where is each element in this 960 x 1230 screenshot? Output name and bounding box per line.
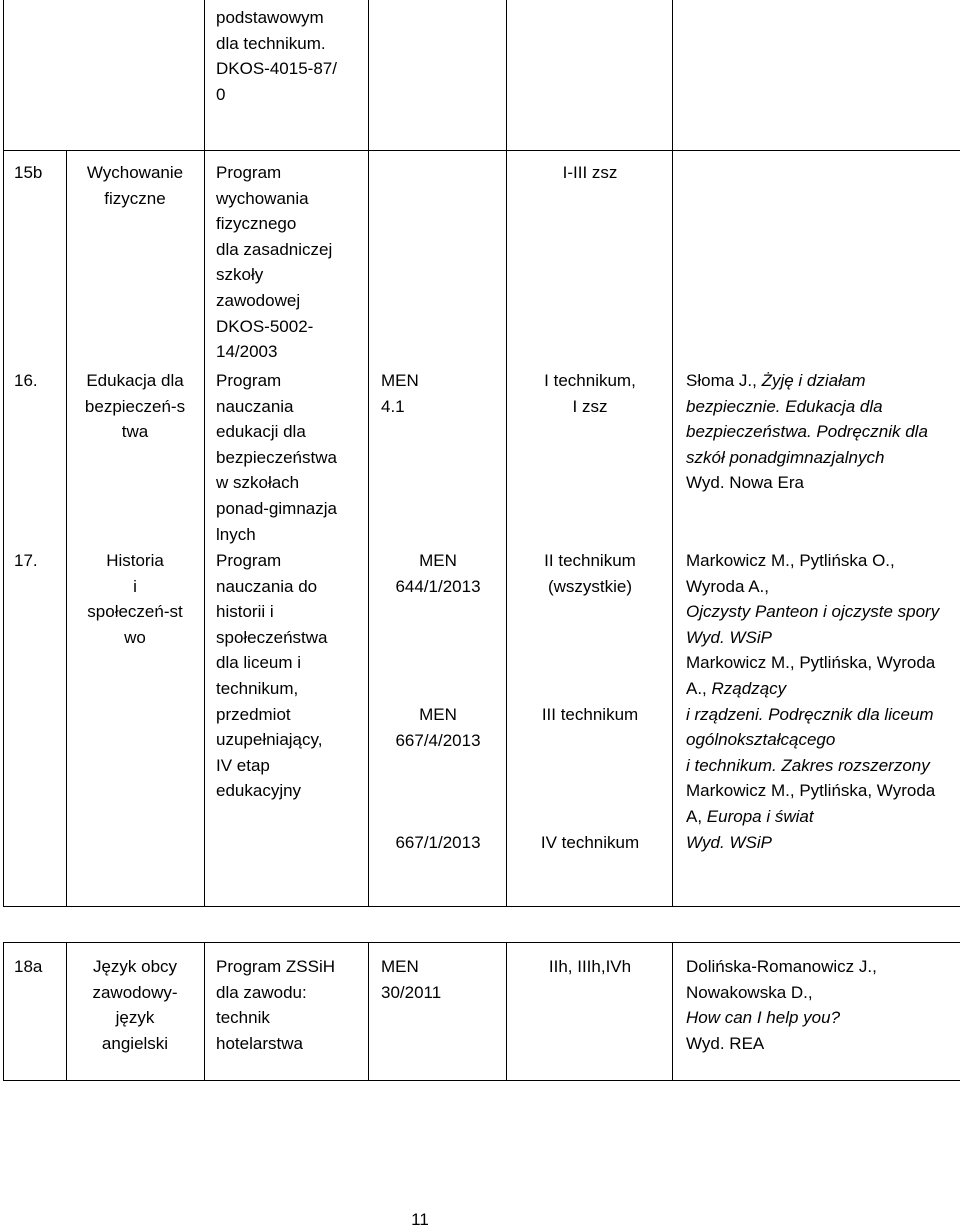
row-number: 16. <box>14 371 38 390</box>
text-line: (wszystkie) <box>547 576 633 596</box>
table-border <box>3 0 4 906</box>
text-line: wychowania <box>216 188 309 208</box>
text-line: podstawowym <box>216 8 324 27</box>
text-line: DKOS-4015-87/ <box>216 59 337 79</box>
text-line: Dolińska-Romanowicz J., <box>686 957 877 976</box>
text-line: i <box>133 576 137 596</box>
text-line: Wyd. REA <box>686 1033 765 1053</box>
table-border <box>368 0 369 906</box>
classes-cell: IIh, IIIh,IVh <box>548 957 632 976</box>
text-line: fizycznego <box>216 214 297 234</box>
text-line: dla zasadniczej <box>216 239 333 259</box>
text-line: uzupełniający, <box>216 730 323 750</box>
text-line: Nowakowska D., <box>686 982 813 1002</box>
title-text: Rządzący <box>711 678 787 698</box>
text-line: szkół ponadgimnazjalnych <box>686 447 885 467</box>
page-number: 11 <box>411 1210 429 1229</box>
title-text: Europa i świat <box>706 806 814 826</box>
text-line: 667/4/2013 <box>395 730 481 750</box>
text-line: fizyczne <box>104 188 166 208</box>
text-line: Program <box>216 551 282 570</box>
subject-cell <box>68 368 202 445</box>
text-line: Wyd. WSiP <box>686 832 772 852</box>
text-line: dla technikum. <box>216 33 326 53</box>
table-border <box>3 942 4 1080</box>
text-line: 14/2003 <box>216 342 278 362</box>
men-number-cell <box>381 954 441 1005</box>
text-line <box>686 368 960 394</box>
table-border <box>66 150 67 906</box>
text-line: bezpieczeń-s <box>84 396 186 416</box>
men-number-cell: 667/1/2013 <box>395 833 481 852</box>
author-text: Słoma J., <box>686 371 762 390</box>
men-number-cell <box>381 368 419 419</box>
author-text: A, <box>686 806 707 826</box>
subject-cell <box>68 160 202 211</box>
table-border <box>672 0 673 906</box>
program-cell <box>216 954 335 1056</box>
text-line: ogólnokształcącego <box>686 730 836 750</box>
text-line: MEN <box>419 705 457 724</box>
text-line: MEN <box>381 957 419 976</box>
row-number: 15b <box>14 163 43 182</box>
text-line: technikum, <box>216 678 299 698</box>
table-border <box>3 906 960 907</box>
text-line: przedmiot <box>216 704 291 724</box>
text-line: 4.1 <box>381 396 405 416</box>
table-border <box>204 0 205 906</box>
table-border <box>3 150 960 151</box>
text-line: edukacyjny <box>216 781 302 801</box>
text-line: wo <box>124 627 146 647</box>
classes-cell <box>508 548 672 599</box>
text-line: bezpieczeństwa <box>216 447 337 467</box>
text-line: i rządzeni. Podręcznik dla liceum <box>686 704 934 724</box>
text-line: technik <box>216 1008 270 1028</box>
table-border <box>3 1080 960 1081</box>
text-line: hotelarstwa <box>216 1033 303 1053</box>
text-line: Edukacja dla <box>86 371 184 390</box>
text-line: MEN <box>381 371 419 390</box>
text-line: bezpiecznie. Edukacja dla <box>686 396 883 416</box>
text-line: zawodowy- <box>92 982 178 1002</box>
text-line: dla zawodu: <box>216 982 307 1002</box>
text-line: angielski <box>101 1033 169 1053</box>
text-line: Program <box>216 163 282 182</box>
table-border <box>66 942 67 1080</box>
text-line: dla liceum i <box>216 653 302 673</box>
table-border <box>672 942 673 1080</box>
text-line: Ojczysty Panteon i ojczyste spory <box>686 602 940 622</box>
text-line <box>686 676 960 702</box>
text-line: Historia <box>106 551 164 570</box>
text-line: Wyd. WSiP <box>686 627 772 647</box>
table-border <box>204 942 205 1080</box>
text-line: MEN <box>419 551 457 570</box>
classes-cell: I-III zsz <box>562 163 618 182</box>
title-text: Żyję i działam <box>761 371 866 390</box>
program-cell <box>216 368 337 547</box>
text-line: DKOS-5002- <box>216 316 314 336</box>
text-line: 644/1/2013 <box>395 576 481 596</box>
text-line: 30/2011 <box>381 982 442 1002</box>
text-line: 0 <box>216 84 226 104</box>
table-border <box>506 0 507 906</box>
classes-cell <box>508 368 672 419</box>
text-line: społeczeństwa <box>216 627 328 647</box>
text-line: Markowicz M., Pytlińska, Wyroda <box>686 653 936 673</box>
text-line: Program <box>216 371 282 390</box>
text-line: społeczeń-st <box>87 602 183 622</box>
text-line: Wyd. Nowa Era <box>686 473 804 493</box>
subject-cell <box>68 548 202 650</box>
text-line: Język obcy <box>92 957 178 976</box>
text-line: język <box>115 1008 155 1028</box>
text-line: I technikum, <box>544 371 636 390</box>
text-line: ponad-gimnazja <box>216 498 337 518</box>
author-text: A., <box>686 678 712 698</box>
table-border <box>3 942 960 943</box>
table-border <box>368 942 369 1080</box>
text-line: II technikum <box>544 551 636 570</box>
men-number-cell <box>370 548 506 599</box>
textbook-cell <box>686 548 960 855</box>
text-line: Markowicz M., Pytlińska O., <box>686 551 895 570</box>
classes-cell: III technikum <box>541 705 639 724</box>
text-line: lnych <box>216 524 256 544</box>
classes-cell: IV technikum <box>540 833 640 852</box>
text-line: nauczania <box>216 396 294 416</box>
program-cell <box>216 160 332 365</box>
program-cell-continued <box>216 5 337 107</box>
program-cell <box>216 548 328 804</box>
subject-cell <box>68 954 202 1056</box>
men-number-cell <box>370 702 506 753</box>
row-number: 17. <box>14 551 38 570</box>
text-line: Wychowanie <box>86 163 184 182</box>
table-border <box>506 942 507 1080</box>
text-line: I zsz <box>572 396 608 416</box>
text-line: nauczania do <box>216 576 318 596</box>
text-line: zawodowej <box>216 290 301 310</box>
text-line: i technikum. Zakres rozszerzony <box>686 755 930 775</box>
text-line: twa <box>121 422 149 442</box>
textbook-cell <box>686 954 960 1056</box>
text-line: bezpieczeństwa. Podręcznik dla <box>686 422 928 442</box>
text-line: w szkołach <box>216 473 300 493</box>
text-line: How can I help you? <box>686 1008 841 1028</box>
row-number: 18a <box>14 957 43 976</box>
text-line: historii i <box>216 602 274 622</box>
text-line: Program ZSSiH <box>216 957 336 976</box>
text-line: szkoły <box>216 265 264 285</box>
text-line: IV etap <box>216 755 270 775</box>
text-line <box>686 804 960 830</box>
textbook-cell <box>686 368 960 496</box>
text-line: Wyroda A., <box>686 576 769 596</box>
text-line: edukacji dla <box>216 422 306 442</box>
text-line: Markowicz M., Pytlińska, Wyroda <box>686 781 936 801</box>
